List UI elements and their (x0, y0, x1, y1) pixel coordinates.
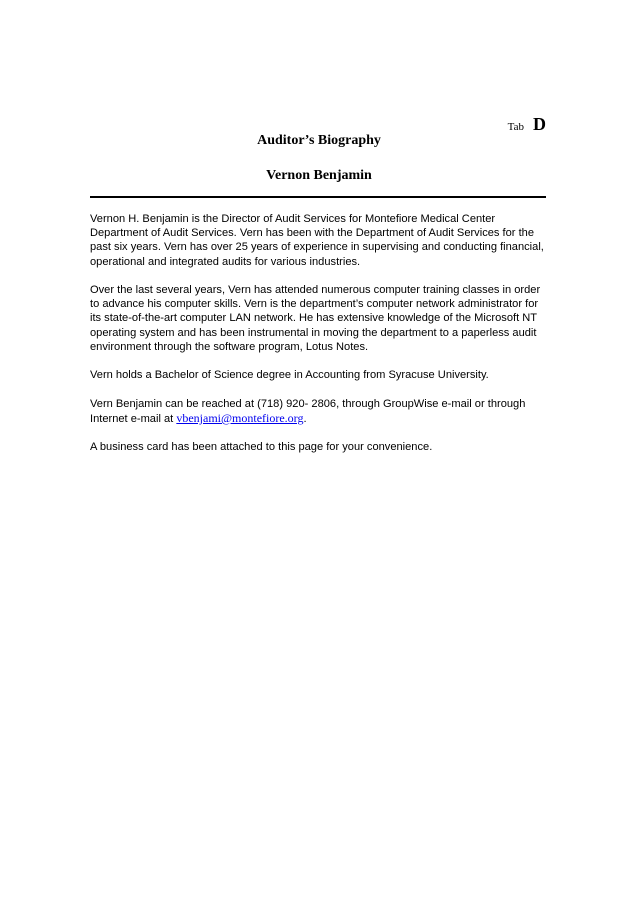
auditor-name: Vernon Benjamin (266, 168, 372, 183)
biography-body (90, 212, 550, 469)
tab-letter: D (533, 114, 546, 134)
contact-text-end: . (303, 412, 307, 425)
document-title: Auditor’s Biography (257, 133, 381, 148)
contact-text: Vern Benjamin can be reached at (718) 920- 2806, through GroupWise e-mail or through Internet e-mail at (90, 397, 526, 425)
bio-paragraph-education: Vern holds a Bachelor of Science degree in Accounting from Syracuse University. (90, 369, 489, 382)
bio-paragraph-card: A business card has been attached to this page for your convenience. (90, 441, 433, 454)
tab-word: Tab (507, 121, 524, 133)
title-divider (90, 196, 546, 198)
email-link[interactable]: vbenjami@montefiore.org (176, 410, 304, 425)
bio-paragraph-skills: Over the last several years, Vern has attended numerous computer training classes in order to advance his computer skills. Vern is the department’s computer network administrator for its state-of-the-art computer LAN network. He has extensive knowledge of the Microsoft NT operating system and has been instrumental in moving the department to a paperless audit environment through the software program, Lotus Notes. (90, 284, 541, 353)
bio-paragraph-role: Vernon H. Benjamin is the Director of Audit Services for Montefiore Medical Center Department of Audit Services. Vern has been with the Department of Audit Services for the past six years. Vern has over 25 years of experience in supervising and conducting financial, operational and integrated audits for various industries. (90, 213, 544, 268)
bio-paragraph-contact (90, 397, 550, 426)
